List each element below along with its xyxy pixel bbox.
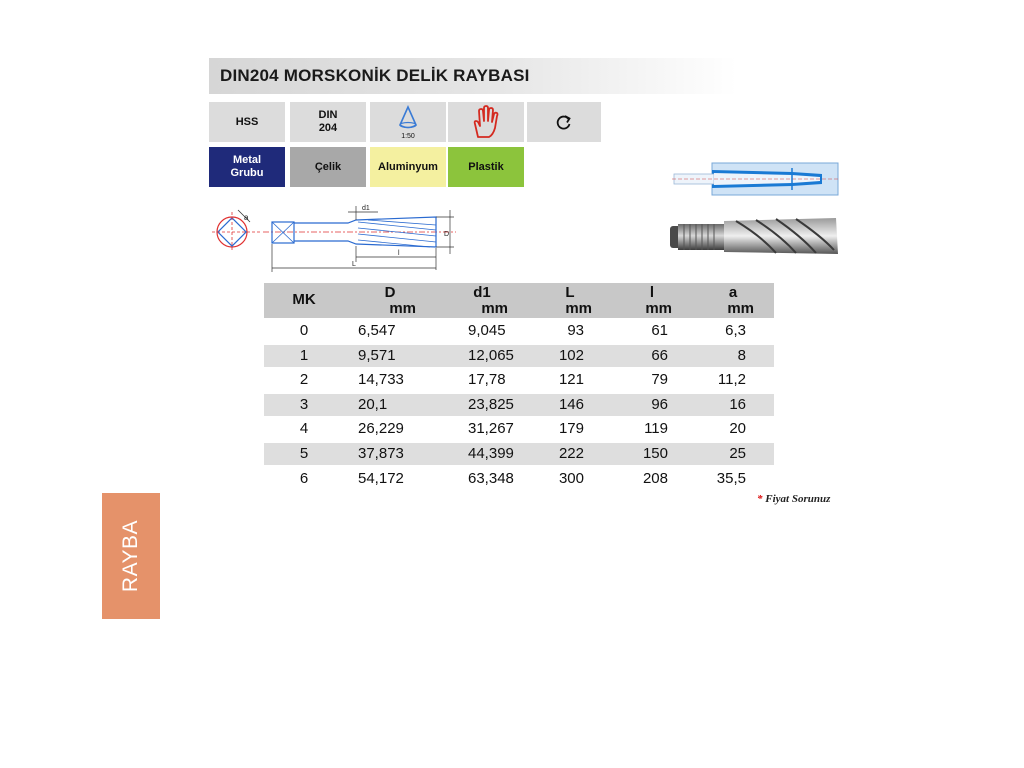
dim-a-label: a bbox=[244, 213, 249, 222]
table-cell: 44,399 bbox=[468, 445, 514, 462]
aluminium-box bbox=[370, 147, 446, 187]
column-header bbox=[692, 283, 774, 318]
table-cell: 6,3 bbox=[725, 322, 746, 339]
usage-cross-section-image bbox=[672, 162, 840, 196]
table-cell: 6 bbox=[299, 469, 309, 487]
table-cell: 61 bbox=[651, 322, 668, 339]
dim-L-label: L bbox=[352, 261, 356, 268]
table-cell: 2 bbox=[299, 371, 309, 389]
reamer-photo bbox=[666, 216, 840, 256]
table-cell: 14,733 bbox=[358, 371, 404, 389]
taper-box bbox=[370, 102, 446, 142]
table-cell: 26,229 bbox=[358, 420, 404, 438]
column-header-unit: mm bbox=[481, 300, 508, 317]
hand-box bbox=[448, 102, 524, 142]
footnote-star: * bbox=[757, 493, 763, 505]
table-cell: 63,348 bbox=[468, 469, 514, 487]
column-header-unit: mm bbox=[565, 300, 592, 317]
table-cell: 146 bbox=[558, 395, 584, 413]
column-header bbox=[344, 283, 436, 318]
material-label: HSS bbox=[235, 115, 259, 128]
standard-line2: 204 bbox=[318, 122, 338, 134]
taper-ratio: 1:50 bbox=[401, 132, 415, 140]
table-cell: 9,571 bbox=[358, 346, 396, 364]
table-cell: 20,1 bbox=[358, 395, 388, 413]
plastic-box bbox=[448, 147, 524, 187]
table-cell: 119 bbox=[644, 420, 668, 438]
standard-box bbox=[290, 102, 366, 142]
hand-icon bbox=[469, 104, 503, 140]
table-cell: 25 bbox=[729, 445, 746, 462]
dim-l-label: l bbox=[398, 250, 400, 257]
table-cell: 208 bbox=[642, 469, 668, 487]
table-cell: 11,2 bbox=[717, 371, 746, 389]
table-cell: 102 bbox=[558, 346, 584, 364]
table-cell: 35,5 bbox=[716, 469, 746, 487]
column-header bbox=[612, 283, 692, 318]
column-header-unit: mm bbox=[389, 300, 416, 317]
price-footnote bbox=[757, 493, 830, 505]
clockwise-rotation-icon bbox=[555, 113, 573, 131]
steel-label: Çelik bbox=[314, 160, 342, 173]
table-cell: 23,825 bbox=[468, 395, 514, 413]
table-cell: 54,172 bbox=[358, 469, 404, 487]
table-cell: 96 bbox=[651, 395, 668, 413]
table-cell: 121 bbox=[558, 371, 584, 389]
table-cell: 12,065 bbox=[468, 346, 514, 364]
column-header-name: d1 bbox=[473, 284, 491, 301]
column-header-name: MK bbox=[292, 291, 316, 308]
table-cell: 3 bbox=[299, 395, 309, 413]
table-cell: 93 bbox=[567, 322, 584, 339]
column-header-name: a bbox=[728, 284, 738, 301]
dim-D-label: D bbox=[444, 231, 450, 238]
column-header bbox=[436, 283, 528, 318]
section-tab-label: RAYBA bbox=[119, 519, 142, 593]
plastic-label: Plastik bbox=[468, 160, 504, 173]
table-cell: 300 bbox=[558, 469, 584, 487]
table-cell: 1 bbox=[299, 346, 309, 364]
table-cell: 0 bbox=[299, 322, 309, 339]
dim-d1-label: d1 bbox=[362, 205, 370, 212]
standard-line1: DIN bbox=[318, 109, 338, 121]
table-cell: 79 bbox=[651, 371, 668, 389]
column-header bbox=[264, 283, 344, 318]
table-cell: 4 bbox=[299, 420, 309, 438]
page-title: DIN204 MORSKONİK DELİK RAYBASI bbox=[220, 66, 530, 85]
column-header bbox=[528, 283, 612, 318]
table-cell: 6,547 bbox=[358, 322, 396, 339]
technical-drawing bbox=[208, 200, 468, 278]
column-header-unit: mm bbox=[727, 300, 754, 317]
table-cell: 66 bbox=[651, 346, 668, 364]
metal-group-line1: Metal bbox=[232, 154, 262, 166]
metal-group-box bbox=[209, 147, 285, 187]
table-cell: 20 bbox=[729, 420, 746, 438]
table-cell: 37,873 bbox=[358, 445, 404, 462]
table-cell: 17,78 bbox=[468, 371, 506, 389]
column-header-name: l bbox=[649, 284, 655, 301]
table-cell: 5 bbox=[299, 445, 309, 462]
table-cell: 16 bbox=[729, 395, 746, 413]
table-cell: 8 bbox=[737, 346, 746, 364]
taper-cone-icon bbox=[393, 105, 423, 133]
column-header-name: D bbox=[384, 284, 396, 301]
metal-group-line2: Grubu bbox=[230, 167, 264, 179]
table-cell: 31,267 bbox=[468, 420, 514, 438]
column-header-name: L bbox=[565, 284, 575, 301]
column-header-unit: mm bbox=[645, 300, 672, 317]
table-cell: 179 bbox=[558, 420, 584, 438]
table-cell: 9,045 bbox=[468, 322, 506, 339]
table-cell: 222 bbox=[558, 445, 584, 462]
table-cell: 150 bbox=[642, 445, 668, 462]
steel-box bbox=[290, 147, 366, 187]
footnote-text: Fiyat Sorunuz bbox=[765, 493, 831, 505]
aluminium-label: Aluminyum bbox=[378, 160, 438, 173]
rotation-box bbox=[527, 102, 601, 142]
material-hss-box bbox=[209, 102, 285, 142]
